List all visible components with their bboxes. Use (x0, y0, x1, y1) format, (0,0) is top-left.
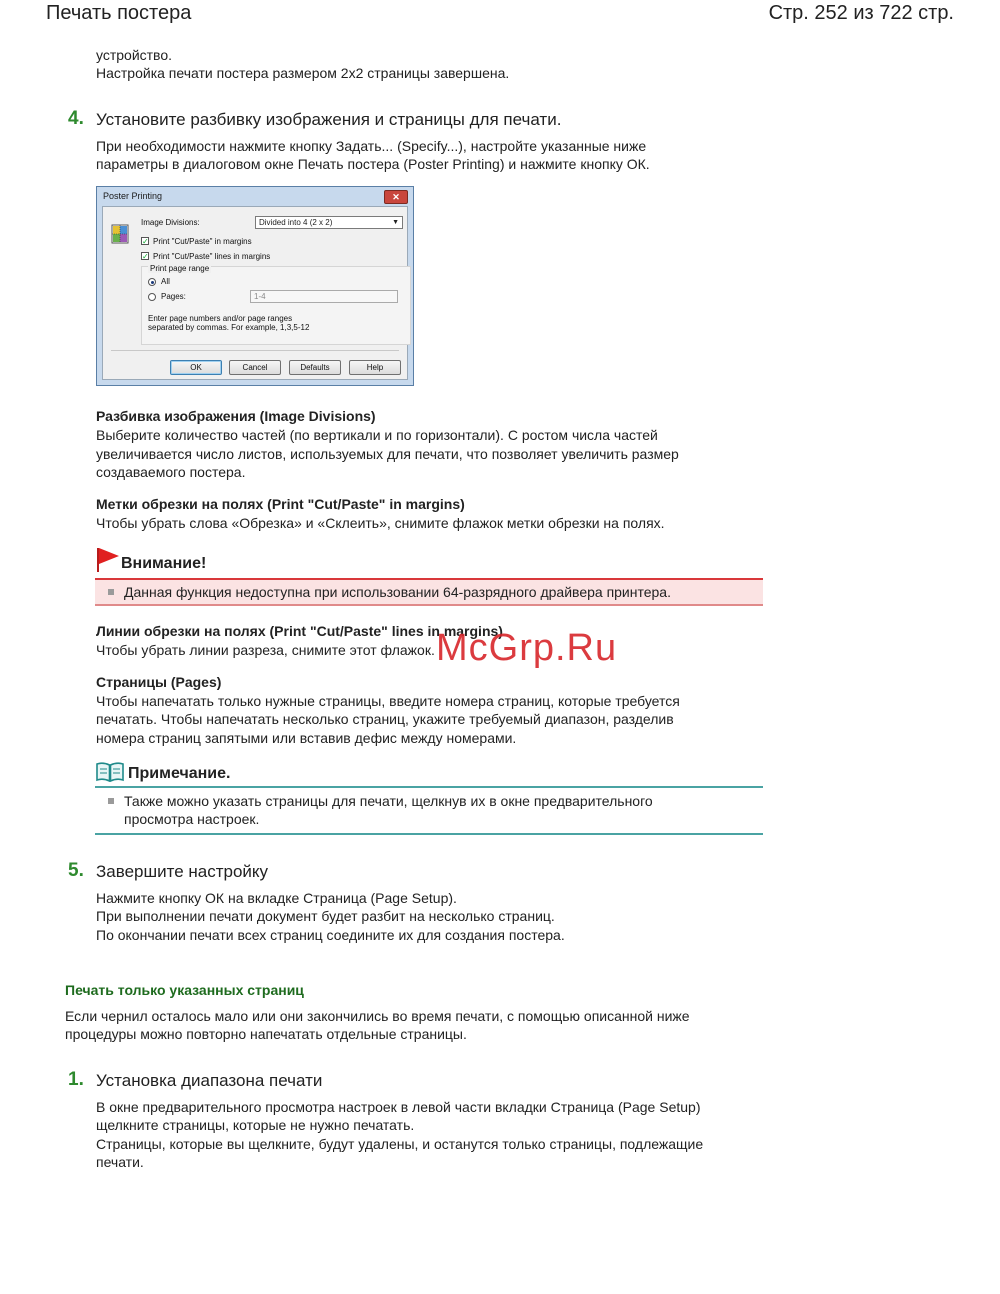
step-1-title: Установка диапазона печати (96, 1071, 323, 1090)
step-5-number: 5. (68, 860, 84, 881)
radio-all[interactable] (148, 278, 156, 286)
caution-title: Внимание! (121, 555, 207, 572)
step-1-line-4: печати. (96, 1154, 144, 1170)
note-bottom-rule (95, 833, 763, 835)
radio-pages[interactable] (148, 293, 156, 301)
step-4-text-2: параметры в диалоговом окне Печать постера (Poster Printing) и нажмите кнопку ОК. (96, 156, 650, 172)
step-1-line-2: щелкните страницы, которые не нужно печатать. (96, 1117, 415, 1133)
note-line-2: просмотра настроек. (124, 811, 260, 827)
radio-pages-label: Pages: (161, 292, 186, 301)
image-divisions-label: Image Divisions: (141, 218, 200, 227)
cutpaste-title: Метки обрезки на полях (Print "Cut/Paste" in margins) (96, 496, 465, 512)
step-4-text-1: При необходимости нажмите кнопку Задать... (Specify...), настройте указанные ниже (96, 138, 647, 154)
pages-hint-1: Enter page numbers and/or page ranges (148, 314, 293, 323)
pages-line-3: номера страниц запятыми или вставив дефис между номерами. (96, 730, 517, 746)
page-range-group (141, 266, 411, 345)
pages-input[interactable]: 1-4 (250, 290, 398, 303)
page-title: Печать постера (46, 2, 192, 24)
help-button[interactable]: Help (349, 360, 401, 375)
ok-button[interactable]: OK (170, 360, 222, 375)
step-4-number: 4. (68, 108, 84, 129)
divisions-line-2: увеличивается число листов, используемых для печати, что позволяет увеличить размер (96, 446, 679, 462)
cancel-button[interactable]: Cancel (229, 360, 281, 375)
image-divisions-value: Divided into 4 (2 x 2) (259, 218, 333, 227)
note-title: Примечание. (128, 765, 231, 782)
step-5-title: Завершите настройку (96, 862, 269, 881)
divisions-line-3: создаваемого постера. (96, 464, 246, 480)
cutpaste-line-1: Чтобы убрать слова «Обрезка» и «Склеить», снимите флажок метки обрезки на полях. (96, 515, 665, 531)
step-4-title: Установите разбивку изображения и страницы для печати. (96, 110, 562, 129)
pages-hint-2: separated by commas. For example, 1,3,5-12 (148, 323, 310, 332)
intro-line-1: устройство. (96, 47, 173, 63)
step-1-line-1: В окне предварительного просмотра настроек в левой части вкладки Страница (Page Setup) (96, 1099, 701, 1115)
intro-line-2: Настройка печати постера размером 2x2 страницы завершена. (96, 65, 510, 81)
pages-title: Страницы (Pages) (96, 674, 222, 690)
poster-icon (111, 224, 129, 244)
dialog-body (102, 206, 408, 380)
bullet-icon (108, 798, 114, 804)
cut-paste-margins-label: Print "Cut/Paste" in margins (153, 237, 252, 246)
step-1-line-3: Страницы, которые вы щелкните, будут удалены, и останутся только страницы, подлежащие (96, 1136, 704, 1152)
watermark: McGrp.Ru (436, 627, 618, 669)
page-range-label: Print page range (150, 264, 210, 273)
bullet-icon (108, 589, 114, 595)
defaults-button[interactable]: Defaults (289, 360, 341, 375)
section-title: Печать только указанных страниц (65, 982, 304, 998)
dialog-title: Poster Printing (103, 191, 163, 201)
note-line-1: Также можно указать страницы для печати, щелкнув их в окне предварительного (124, 793, 653, 809)
pages-line-2: печатать. Чтобы напечатать несколько страниц, укажите требуемый диапазон, разделив (96, 711, 674, 727)
step-5-line-1: Нажмите кнопку ОК на вкладке Страница (Page Setup). (96, 890, 457, 906)
step-1-number: 1. (68, 1069, 84, 1090)
pages-line-1: Чтобы напечатать только нужные страницы, введите номера страниц, которые требуется (96, 693, 680, 709)
cutlines-title: Линии обрезки на полях (Print "Cut/Paste" lines in margins) (96, 623, 503, 639)
step-5-line-2: При выполнении печати документ будет разбит на несколько страниц. (96, 908, 555, 924)
chevron-down-icon: ▼ (392, 219, 399, 226)
flag-icon (96, 547, 120, 573)
close-icon[interactable]: ✕ (384, 190, 408, 204)
book-icon (96, 762, 124, 782)
image-divisions-select[interactable] (255, 216, 403, 229)
cutlines-line-1: Чтобы убрать линии разреза, снимите этот флажок. (96, 642, 435, 658)
divisions-line-1: Выберите количество частей (по вертикали и по горизонтали). С ростом числа частей (96, 427, 658, 443)
divisions-title: Разбивка изображения (Image Divisions) (96, 408, 376, 424)
cut-paste-lines-checkbox[interactable]: ✓ (142, 252, 149, 261)
page-counter: Стр. 252 из 722 стр. (768, 2, 954, 24)
section-line-2: процедуры можно повторно напечатать отдельные страницы. (65, 1026, 467, 1042)
cut-paste-lines-label: Print "Cut/Paste" lines in margins (153, 252, 271, 261)
note-rule (95, 786, 763, 788)
poster-printing-dialog (96, 186, 414, 386)
cut-paste-margins-checkbox[interactable]: ✓ (142, 237, 149, 246)
section-line-1: Если чернил осталось мало или они закончились во время печати, с помощью описанной ниже (65, 1008, 690, 1024)
dialog-divider (111, 350, 399, 351)
radio-all-label: All (161, 277, 170, 286)
caution-item: Данная функция недоступна при использовании 64-разрядного драйвера принтера. (124, 584, 671, 600)
step-5-line-3: По окончании печати всех страниц соедините их для создания постера. (96, 927, 565, 943)
